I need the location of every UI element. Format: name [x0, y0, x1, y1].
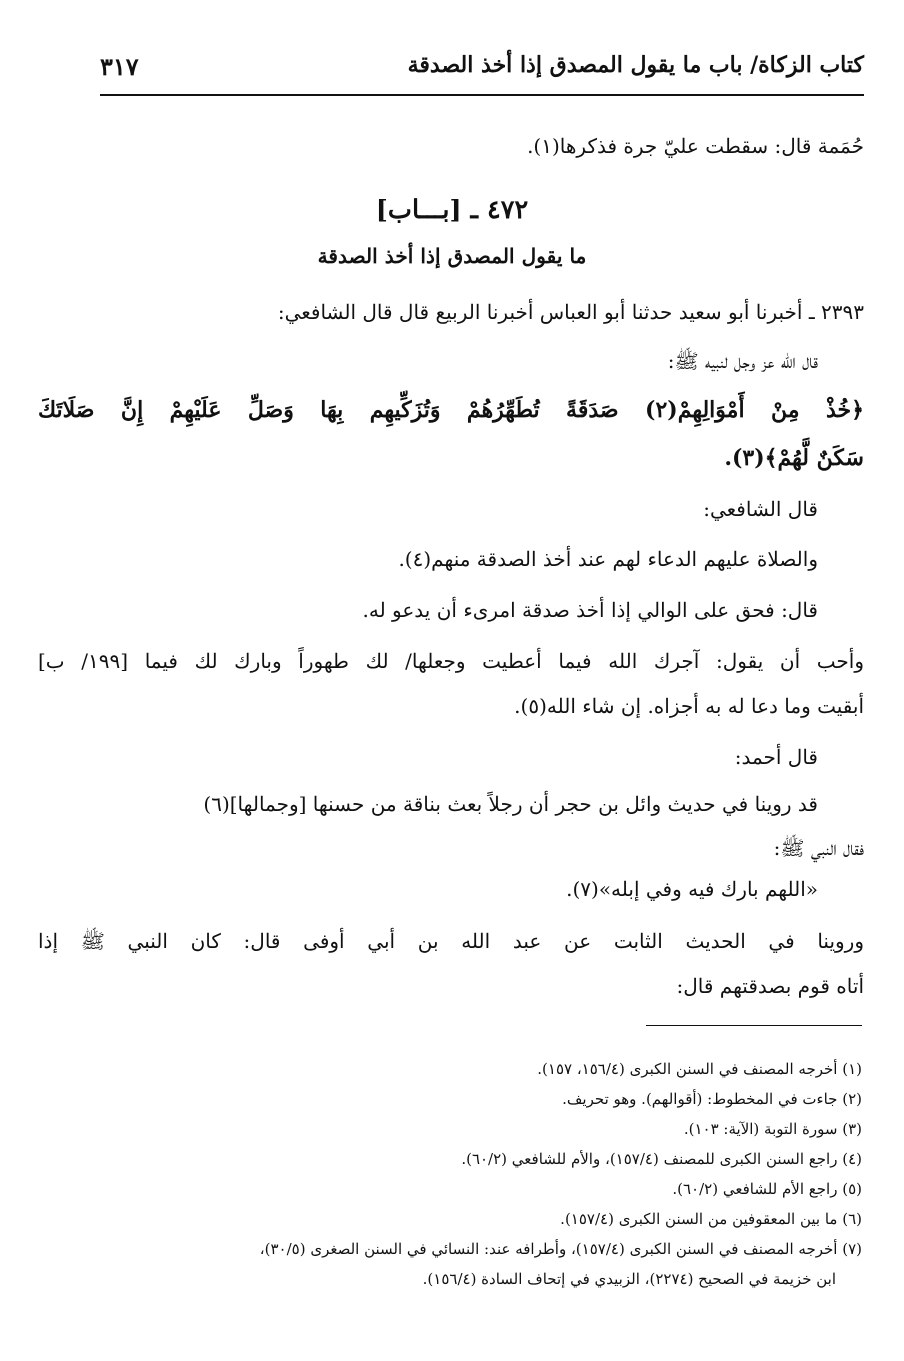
footnote: (٥) راجع الأم للشافعي (٦٠/٢). — [672, 1180, 862, 1198]
paragraph-line: وأحب أن يقول: آجرك الله فيما أعطيت وجعلها/ لك طهوراً وبارك لك فيما [١٩٩/ ب] — [38, 649, 864, 673]
paragraph-line: فقال النبي ﷺ: — [773, 836, 864, 860]
hadith-isnad-line: ٢٣٩٣ ـ أخبرنا أبو سعيد حدثنا أبو العباس أخبرنا الربيع قال قال الشافعي: — [277, 300, 864, 324]
paragraph-line: قال الله عز وجل لنبيه ﷺ: — [667, 349, 818, 373]
paragraph-line: أتاه قوم بصدقتهم قال: — [676, 974, 864, 998]
paragraph-line: «اللهم بارك فيه وفي إبله»(٧). — [566, 877, 818, 901]
footnote: (٢) جاءت في المخطوط: (أقوالهم). وهو تحريف. — [562, 1090, 862, 1108]
paragraph-line: وروينا في الحديث الثابت عن عبد الله بن أبي أوفى قال: كان النبي ﷺ إذا — [38, 929, 864, 953]
page-number: ٣١٧ — [100, 52, 139, 81]
header-rule — [100, 94, 864, 96]
chapter-number: ٤٧٢ ـ [بـــاب] — [375, 195, 529, 225]
footnote: (٤) راجع السنن الكبرى للمصنف (١٥٧/٤)، والأم للشافعي (٦٠/٢). — [461, 1150, 862, 1168]
running-header-title: كتاب الزكاة/ باب ما يقول المصدق إذا أخذ الصدقة — [407, 52, 864, 78]
footnote-rule — [646, 1025, 862, 1026]
footnote: (٦) ما بين المعقوفين من السنن الكبرى (١٥٧/٤). — [560, 1210, 862, 1228]
paragraph-line: أبقيت وما دعا له به أجزاه. إن شاء الله(٥). — [514, 694, 864, 718]
paragraph-line: قد روينا في حديث وائل بن حجر أن رجلاً بعث بناقة من حسنها [وجمالها](٦) — [203, 792, 818, 816]
paragraph-line: والصلاة عليهم الدعاء لهم عند أخذ الصدقة منهم(٤). — [398, 547, 818, 571]
footnote-continuation: ابن خزيمة في الصحيح (٢٢٧٤)، الزبيدي في إتحاف السادة (١٥٦/٤). — [422, 1270, 836, 1288]
footnote: (٧) أخرجه المصنف في السنن الكبرى (١٥٧/٤)، وأطرافه عند: النسائي في السنن الصغرى (٣٠/٥)، — [259, 1240, 862, 1258]
quran-verse-line: سَكَنٌ لَّهُمْ﴾(٣). — [724, 445, 864, 471]
quran-verse-line: ﴿خُذْ مِنْ أَمْوَالِهِمْ(٢) صَدَقَةً تُطَهِّرُهُمْ وَتُزَكِّيهِم بِهَا وَصَلِّ عَلَيْهِمْ إِنَّ صَلَاتَكَ — [38, 397, 864, 423]
footnote: (٣) سورة التوبة (الآية: ١٠٣). — [683, 1120, 862, 1138]
footnote: (١) أخرجه المصنف في السنن الكبرى (١٥٦/٤، ١٥٧). — [537, 1060, 862, 1078]
paragraph-line: قال أحمد: — [734, 745, 818, 769]
paragraph-line: حُمَمة قال: سقطت عليّ جرة فذكرها(١). — [527, 134, 864, 158]
paragraph-line: قال: فحق على الوالي إذا أخذ صدقة امرىء أن يدعو له. — [362, 598, 818, 622]
paragraph-line: قال الشافعي: — [703, 497, 818, 521]
chapter-title: ما يقول المصدق إذا أخذ الصدقة — [317, 244, 587, 268]
